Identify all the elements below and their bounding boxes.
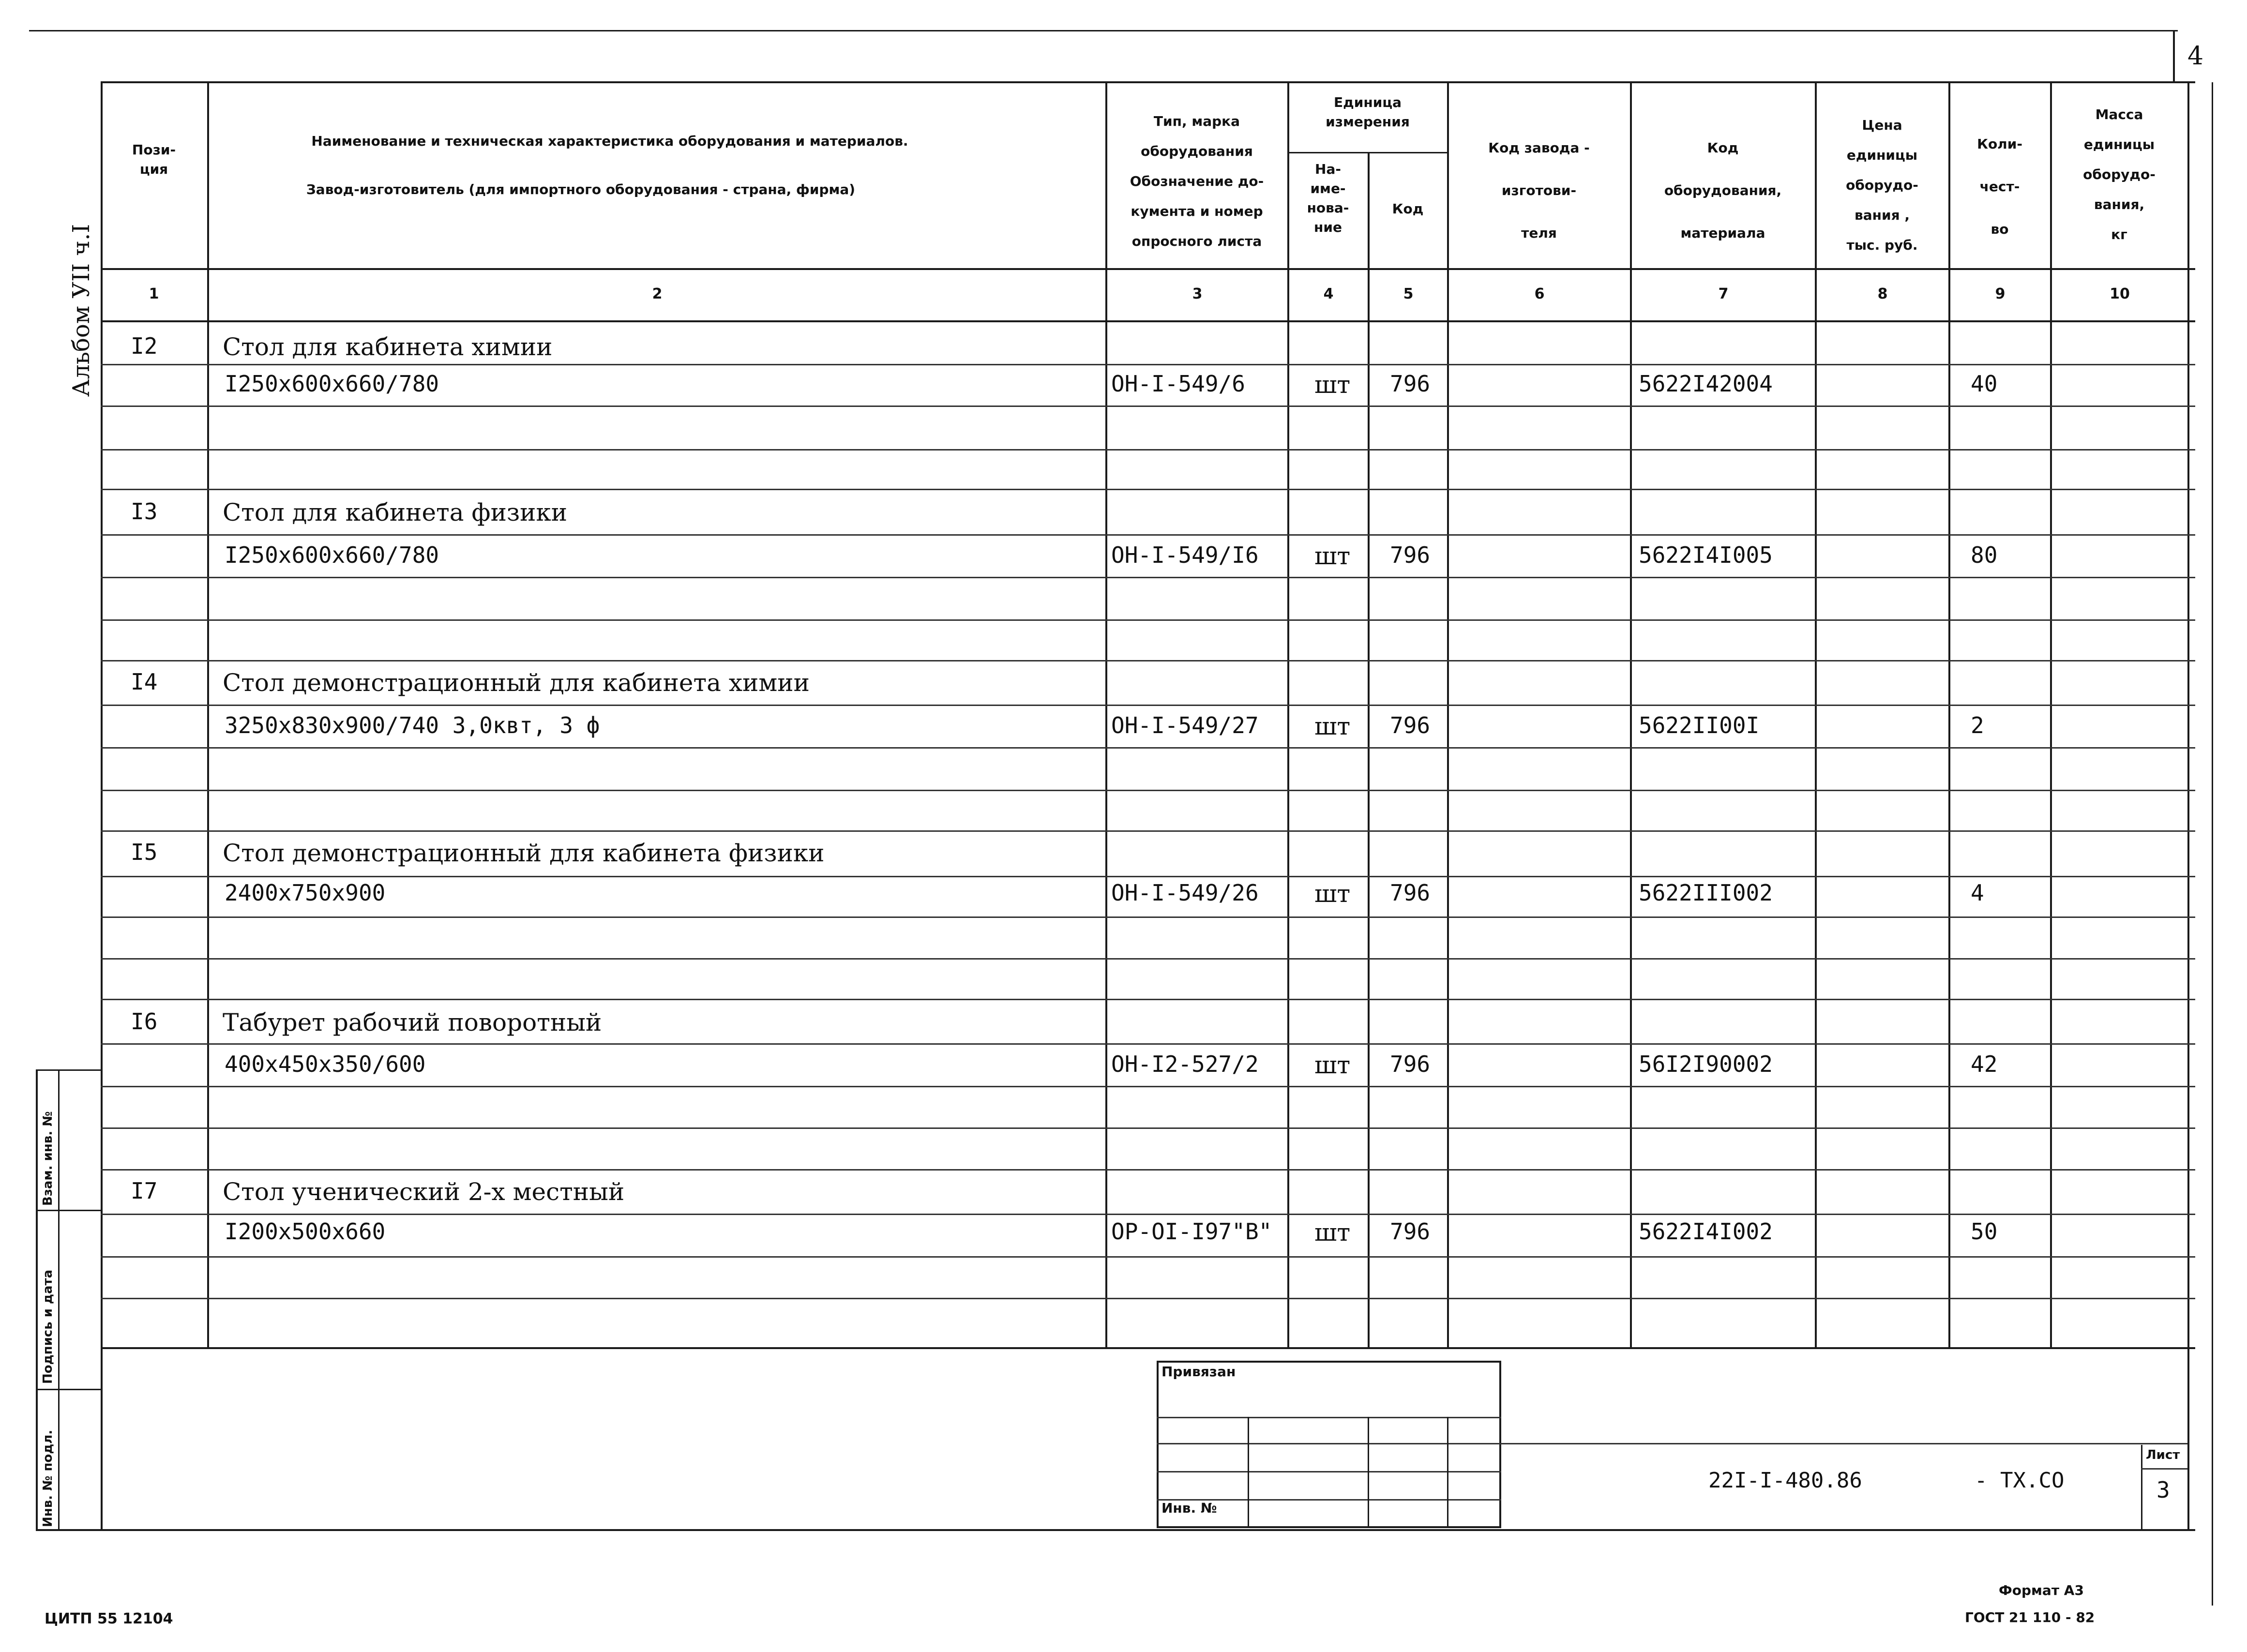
row-doc: OH-I-549/I6 bbox=[1111, 542, 1259, 568]
row-unit-code: 796 bbox=[1390, 712, 1431, 738]
frame-bottom-line bbox=[36, 1529, 2195, 1531]
stamp-inv-podl: Инв. № подл. bbox=[41, 1429, 55, 1527]
row-quantity: 80 bbox=[1971, 542, 1998, 568]
stamp-line bbox=[1157, 1471, 1501, 1472]
doc-code: 22I-I-480.86 bbox=[1708, 1468, 1862, 1493]
page-number-box-left bbox=[2173, 30, 2175, 82]
header-bottom-line bbox=[101, 268, 2195, 270]
list-box-left bbox=[2141, 1445, 2142, 1529]
row-position: I2 bbox=[131, 333, 158, 359]
side-stamp-top bbox=[36, 1069, 102, 1071]
header-name-line1: Наименование и техническая характеристика оборудования и материалов. bbox=[311, 133, 908, 149]
row-material-code: 56I2I90002 bbox=[1639, 1051, 1773, 1077]
row-line bbox=[101, 405, 2195, 407]
row-unit: шт bbox=[1314, 1218, 1351, 1247]
row-line bbox=[101, 449, 2195, 451]
colnum-10: 10 bbox=[2110, 285, 2130, 302]
row-doc: OH-I-549/6 bbox=[1111, 371, 1245, 397]
table-top-line bbox=[101, 81, 2195, 83]
row-line bbox=[101, 1214, 2195, 1215]
side-stamp-left bbox=[36, 1069, 38, 1530]
inv-no-label: Инв. № bbox=[1161, 1500, 1217, 1516]
row-name: Стол для кабинета химии bbox=[223, 333, 553, 361]
row-unit: шт bbox=[1314, 712, 1351, 740]
row-line bbox=[101, 534, 2195, 536]
header-unit-group: Единица измерения bbox=[1326, 94, 1410, 130]
colnum-9: 9 bbox=[1995, 285, 2006, 302]
row-name: Стол демонстрационный для кабинета физики bbox=[223, 839, 825, 867]
row-line bbox=[101, 916, 2195, 918]
row-spec: 2400x750x900 bbox=[225, 880, 386, 906]
row-material-code: 5622III002 bbox=[1639, 880, 1773, 906]
header-price: Цена единицы оборудо- вания , тыс. руб. bbox=[1846, 117, 1918, 253]
row-line bbox=[101, 364, 2195, 365]
row-line bbox=[101, 1086, 2195, 1087]
header-factory-code: Код завода - изготови- теля bbox=[1488, 140, 1590, 241]
row-name: Стол для кабинета физики bbox=[223, 498, 568, 526]
colnum-3: 3 bbox=[1192, 285, 1203, 302]
row-spec: I250x600x660/780 bbox=[225, 542, 439, 568]
header-position: Пози- ция bbox=[132, 142, 176, 177]
list-box-mid bbox=[2141, 1468, 2187, 1470]
row-doc: OP-OI-I97"B" bbox=[1111, 1218, 1272, 1245]
stamp-right-top bbox=[1501, 1443, 2187, 1444]
row-unit: шт bbox=[1314, 371, 1351, 399]
row-quantity: 2 bbox=[1971, 712, 1984, 738]
row-spec: 400x450x350/600 bbox=[225, 1051, 426, 1077]
row-position: I5 bbox=[131, 839, 158, 865]
colnum-bottom-line bbox=[101, 320, 2195, 322]
header-quantity: Коли- чест- во bbox=[1977, 136, 2022, 237]
privyazan-label: Привязан bbox=[1161, 1364, 1236, 1380]
colnum-5: 5 bbox=[1403, 285, 1414, 302]
row-name: Табурет рабочий поворотный bbox=[223, 1008, 602, 1036]
colnum-8: 8 bbox=[1877, 285, 1888, 302]
col-line-6 bbox=[1630, 81, 1632, 1349]
row-material-code: 5622II00I bbox=[1639, 712, 1760, 738]
footer-format: Формат А3 bbox=[1999, 1582, 2084, 1598]
footer-gost: ГОСТ 21 110 - 82 bbox=[1965, 1609, 2095, 1625]
row-unit-code: 796 bbox=[1390, 880, 1431, 906]
row-unit: шт bbox=[1314, 1051, 1351, 1079]
col-line-5 bbox=[1447, 81, 1449, 1349]
album-side-title: Альбом УII ч.I bbox=[68, 224, 95, 397]
col-line-7 bbox=[1815, 81, 1817, 1349]
row-line bbox=[101, 876, 2195, 877]
row-material-code: 5622I42004 bbox=[1639, 371, 1773, 397]
row-unit-code: 796 bbox=[1390, 371, 1431, 397]
row-line bbox=[101, 1043, 2195, 1045]
stamp-vline bbox=[1368, 1417, 1369, 1528]
row-line bbox=[101, 1256, 2195, 1258]
doc-suffix: - TX.CO bbox=[1975, 1468, 2065, 1493]
header-name-line2: Завод-изготовитель (для импортного оборудования - страна, фирма) bbox=[306, 181, 856, 197]
row-line bbox=[101, 1169, 2195, 1171]
row-name: Стол ученический 2-х местный bbox=[223, 1178, 625, 1206]
col-line-1 bbox=[207, 81, 209, 1349]
row-spec: I200x500x660 bbox=[225, 1218, 386, 1245]
top-border-line bbox=[29, 30, 2178, 31]
col-line-3 bbox=[1287, 81, 1289, 1349]
row-line bbox=[101, 999, 2195, 1000]
row-line bbox=[101, 747, 2195, 749]
colnum-6: 6 bbox=[1534, 285, 1545, 302]
row-position: I7 bbox=[131, 1178, 158, 1204]
header-mass: Масса единицы оборудо- вания, кг bbox=[2083, 106, 2156, 242]
colnum-1: 1 bbox=[149, 285, 159, 302]
colnum-2: 2 bbox=[652, 285, 663, 302]
row-unit: шт bbox=[1314, 542, 1351, 570]
row-line bbox=[101, 830, 2195, 832]
row-line bbox=[101, 705, 2195, 706]
row-material-code: 5622I4I002 bbox=[1639, 1218, 1773, 1245]
stamp-vline bbox=[1248, 1417, 1249, 1528]
row-quantity: 4 bbox=[1971, 880, 1984, 906]
row-line bbox=[101, 1298, 2195, 1299]
row-quantity: 42 bbox=[1971, 1051, 1998, 1077]
row-position: I6 bbox=[131, 1008, 158, 1035]
footer-left: ЦИТП 55 12104 bbox=[45, 1610, 173, 1627]
header-material-code: Код оборудования, материала bbox=[1664, 140, 1782, 241]
col-line-10 bbox=[2187, 81, 2189, 1530]
row-line bbox=[101, 790, 2195, 791]
row-line bbox=[101, 619, 2195, 621]
row-doc: OH-I-549/26 bbox=[1111, 880, 1259, 906]
right-edge-line bbox=[2212, 82, 2213, 1606]
stamp-line bbox=[1157, 1443, 1501, 1444]
colnum-4: 4 bbox=[1323, 285, 1334, 302]
col-line-8 bbox=[1948, 81, 1950, 1349]
row-quantity: 50 bbox=[1971, 1218, 1998, 1245]
list-number: 3 bbox=[2157, 1477, 2170, 1503]
list-label: Лист bbox=[2146, 1448, 2180, 1462]
side-stamp-div2 bbox=[36, 1389, 102, 1390]
colnum-7: 7 bbox=[1718, 285, 1729, 302]
page-number-top: 4 bbox=[2187, 42, 2204, 71]
row-spec: I250x600x660/780 bbox=[225, 371, 439, 397]
row-unit: шт bbox=[1314, 880, 1351, 908]
side-stamp-inner bbox=[58, 1069, 60, 1530]
row-line bbox=[101, 1127, 2195, 1129]
row-material-code: 5622I4I005 bbox=[1639, 542, 1773, 568]
row-doc: OH-I-549/27 bbox=[1111, 712, 1259, 738]
row-line bbox=[101, 577, 2195, 578]
col-line-9 bbox=[2050, 81, 2052, 1349]
stamp-vzam-inv: Взам. инв. № bbox=[41, 1111, 55, 1206]
header-type: Тип, марка оборудования Обозначение до- кумента и номер опросного листа bbox=[1130, 113, 1264, 249]
header-unit-code: Код bbox=[1392, 201, 1424, 217]
row-doc: OH-I2-527/2 bbox=[1111, 1051, 1259, 1077]
row-position: I3 bbox=[131, 498, 158, 525]
stamp-vline bbox=[1447, 1417, 1448, 1528]
row-name: Стол демонстрационный для кабинета химии bbox=[223, 669, 810, 697]
row-line bbox=[101, 958, 2195, 960]
row-unit-code: 796 bbox=[1390, 542, 1431, 568]
row-unit-code: 796 bbox=[1390, 1218, 1431, 1245]
table-bottom-line bbox=[101, 1347, 2195, 1349]
side-stamp-div1 bbox=[36, 1210, 102, 1211]
row-spec: 3250x830x900/740 3,0квт, 3 ф bbox=[225, 712, 600, 738]
row-unit-code: 796 bbox=[1390, 1051, 1431, 1077]
row-position: I4 bbox=[131, 669, 158, 695]
row-line bbox=[101, 489, 2195, 490]
row-quantity: 40 bbox=[1971, 371, 1998, 397]
unit-group-divider bbox=[1287, 152, 1447, 153]
stamp-line bbox=[1157, 1417, 1501, 1418]
col-line-2 bbox=[1105, 81, 1107, 1349]
row-line bbox=[101, 660, 2195, 661]
stamp-podpis-data: Подпись и дата bbox=[41, 1269, 55, 1384]
header-unit-name: На- име- нова- ние bbox=[1307, 161, 1349, 235]
